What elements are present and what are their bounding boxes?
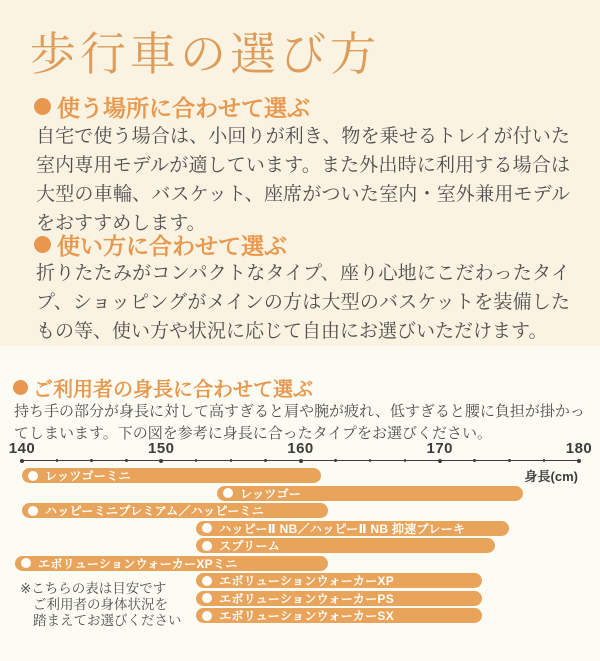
bar-label: エボリューションウォーカーPS	[219, 591, 395, 606]
bar-bullet-icon	[202, 576, 212, 586]
axis-major-tick	[438, 459, 442, 463]
bar-bullet-icon	[202, 541, 212, 551]
height-range-bar	[196, 538, 495, 553]
section-body-usage: 折りたたみがコンパクトなタイプ、座り心地にこだわったタイプ、ショッピングがメインの方は大型のバスケットを装備したもの等、使い方や状況に応じて自由にお選びいただけます。	[36, 263, 570, 342]
bar-label: レッツゴーミニ	[45, 469, 131, 483]
bar-label: スプリーム	[219, 539, 281, 553]
section-heading-label: 使い方に合わせて選ぶ	[57, 233, 287, 259]
bar-bullet-icon	[28, 471, 38, 481]
height-range-bar	[217, 486, 523, 501]
section-heading-label: 使う場所に合わせて選ぶ	[57, 95, 310, 121]
bar-bullet-icon	[202, 593, 212, 603]
axis-minor-tick	[195, 459, 197, 461]
bar-bullet-icon	[21, 558, 31, 568]
height-range-bar	[196, 608, 481, 623]
axis-major-tick	[20, 459, 24, 463]
axis-minor-tick	[404, 459, 406, 461]
bar-label: ハッピーミニプレミアム／ハッピーミニ	[45, 504, 265, 518]
height-range-bar	[196, 521, 509, 536]
bar-label: エボリューションウォーカーXP	[219, 574, 395, 588]
bullet-icon	[34, 98, 51, 115]
footnote-line: 踏まえてお選びください	[33, 613, 182, 628]
page-title: 歩行車の選び方	[30, 28, 380, 80]
bar-bullet-icon	[202, 523, 212, 533]
height-range-bar	[22, 468, 321, 483]
bar-label: エボリューションウォーカーXPミニ	[38, 556, 238, 571]
bar-bullet-icon	[28, 506, 38, 516]
height-range-bar	[15, 556, 328, 571]
axis-tick-label: 140	[8, 440, 36, 457]
axis-major-tick	[159, 459, 163, 463]
axis-tick-label: 170	[426, 440, 454, 457]
bar-label: エボリューションウォーカーSX	[219, 609, 395, 623]
bar-label: レッツゴー	[239, 486, 302, 501]
height-section-heading-label: ご利用者の身長に合わせて選ぶ	[33, 379, 313, 401]
axis-major-tick	[577, 459, 581, 463]
section-heading-usage	[34, 228, 287, 261]
axis-minor-tick	[369, 459, 371, 461]
axis-minor-tick	[230, 459, 232, 461]
bar-label: ハッピーⅡ NB／ハッピーⅡ NB 抑速ブレーキ	[219, 521, 466, 536]
axis-minor-tick	[264, 459, 266, 461]
height-range-bar	[196, 591, 481, 606]
height-section	[0, 360, 600, 661]
axis-tick-label: 150	[147, 440, 175, 457]
axis-minor-tick	[90, 459, 92, 461]
axis-minor-tick	[125, 459, 127, 461]
bullet-icon	[34, 236, 51, 253]
section-body-place: 自宅で使う場合は、小回りが利き、物を乗せるトレイが付いた室内専用モデルが適しています。また外出時に利用する場合は大型の車輪、バスケット、座席がついた室内・室外兼用モデルをおすすめします。	[36, 126, 570, 234]
axis-tick-label: 160	[287, 440, 314, 457]
section-heading-place	[34, 90, 310, 123]
height-range-bar	[22, 503, 328, 518]
footnote-line: ご利用者の身体状況を	[33, 597, 168, 612]
axis-minor-tick	[473, 459, 475, 461]
footnote-line: ※こちらの表は目安です	[20, 581, 167, 596]
chart-footnote	[20, 581, 182, 629]
axis-major-tick	[299, 459, 303, 463]
axis-tick-label: 180	[565, 440, 593, 457]
axis-minor-tick	[334, 459, 336, 461]
height-section-body: 持ち手の部分が身長に対して高すぎると肩や腕が疲れ、低すぎると腰に負担が掛かってしまいます。下の図を参考に身長に合ったタイプをお選びください。	[14, 403, 585, 442]
bar-bullet-icon	[223, 488, 233, 498]
axis-minor-tick	[56, 459, 58, 461]
axis-minor-tick	[508, 459, 510, 461]
bar-bullet-icon	[202, 611, 212, 621]
height-range-bar	[196, 573, 481, 588]
axis-unit-label: 身長(cm)	[524, 469, 578, 484]
